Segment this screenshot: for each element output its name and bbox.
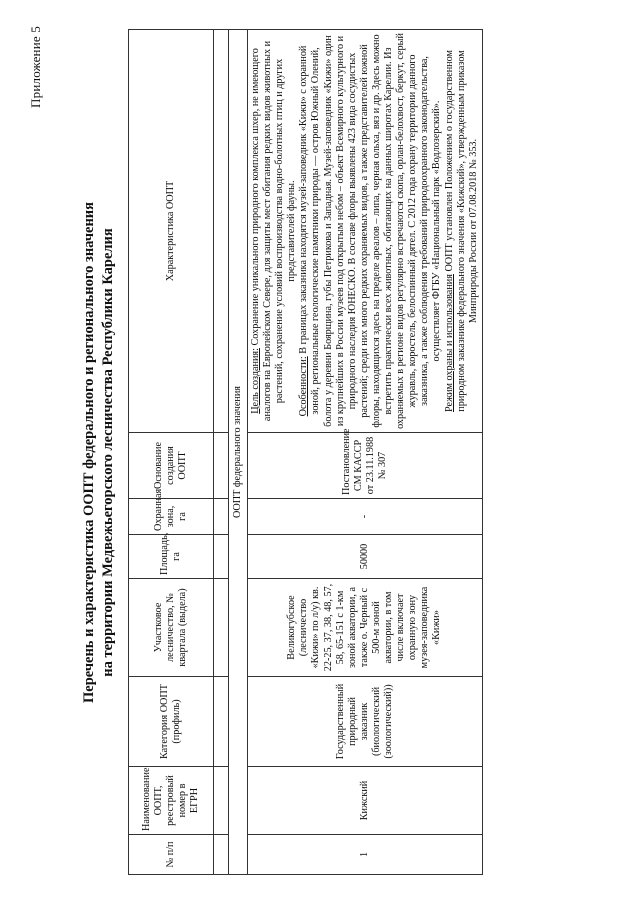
column-number	[214, 767, 229, 835]
cell-characteristics	[248, 30, 483, 433]
regime-text: ООПТ установлен Положением о государственном природном заказнике федерального значения «Кижский», утвержденным приказом Минприроды России от 07.08.2018 № 353.	[443, 50, 479, 412]
column-number	[214, 677, 229, 767]
header-characteristics: Характеристика ООПТ	[129, 30, 214, 433]
cell-basis: Постановление СМ КАССР от 23.11.1988 № 307	[248, 433, 483, 499]
column-number	[214, 535, 229, 579]
cell-num: 1	[248, 835, 483, 875]
header-location: Участковое лесничество, № квартала (выдела)	[129, 579, 214, 677]
header-buffer: Охранная зона, га	[129, 499, 214, 535]
cell-location: Великогубское (лесничество «Кижи» по л/у) кв. 22-25, 37, 38, 48, 57, 58, 65-151 с 1-км зоной акватории, а также о. Черный с 500-м зоной акватории, в том числе включает охранную зону музея-заповедника «Кижи»	[248, 579, 483, 677]
cell-name: Кижский	[248, 767, 483, 835]
title-line-2: на территории Медвежьегорского лесничества Республики Карелия	[100, 228, 116, 677]
document-title	[80, 40, 118, 865]
header-category: Категория ООПТ (профиль)	[129, 677, 214, 767]
appendix-label: Приложение 5	[28, 26, 43, 108]
goal-label: Цель создания:	[250, 348, 261, 414]
header-basis: Основание создания ООПТ	[129, 433, 214, 499]
cell-category: Государственный природный заказник (биологический (зоологический))	[248, 677, 483, 767]
header-num: № п/п	[129, 835, 214, 875]
column-number	[214, 30, 229, 433]
column-number	[214, 579, 229, 677]
cell-area: 50000	[248, 535, 483, 579]
cell-buffer: -	[248, 499, 483, 535]
section-title: ООПТ федерального значения	[229, 30, 248, 875]
table-row	[248, 30, 483, 875]
column-number-row	[214, 30, 229, 875]
title-line-1: Перечень и характеристика ООПТ федерального и регионального значения	[81, 201, 97, 704]
regime-paragraph	[444, 33, 480, 429]
features-label: Особенности:	[298, 356, 310, 417]
regime-label: Режим охраны и использования	[443, 274, 455, 412]
features-paragraph	[298, 33, 443, 429]
header-area: Площадь, га	[129, 535, 214, 579]
features-text: В границах заказника находятся музей-заповедник «Кижи» с охранной зоной, региональные геологические памятники природы — остров Южный Олений, болота у деревни Боярщина, губы Петрикова и Западная. Музей-заповедник «Кижи» один из крупнейших в России музеев под открытым небом – объект Всемирного культурного и природного наследия ЮНЕСКО. В составе флоры выявлены 423 вида сосудистых растений; среди них много редких охраняемых видов, а также представителей южной флоры, находящихся здесь на пределе ареалов – липа, черная ольха, вяз и др. Здесь можно встретить практически всех животных, обитающих на данных широтах Карелии. Из охраняемых в регионе видов регулярно встречаются скопа, орлан-белохвост, беркут, серый журавль, коростель, белоспинный дятел. С 2012 года охрану территории данного заказника, а также соблюдения требований природоохранного законодательства, осуществляет ФГБУ «Национальный парк «Водлозерский».	[298, 33, 443, 429]
column-number	[214, 835, 229, 875]
column-number	[214, 499, 229, 535]
oopt-table	[128, 29, 483, 875]
section-row	[229, 30, 248, 875]
goal-paragraph	[250, 33, 298, 429]
column-number	[214, 433, 229, 499]
goal-text: Сохранение уникального природного комплекса шхер, не имеющего аналогов на Европейском Севере, для защиты мест обитания редких видов животных и растений, сохранение условий воспроизводства водно-болотных птиц и других представителей фауны.	[250, 40, 298, 422]
header-row	[129, 30, 214, 875]
header-name: Наименование ООПТ, реестровый номер в ЕГРН	[129, 767, 214, 835]
